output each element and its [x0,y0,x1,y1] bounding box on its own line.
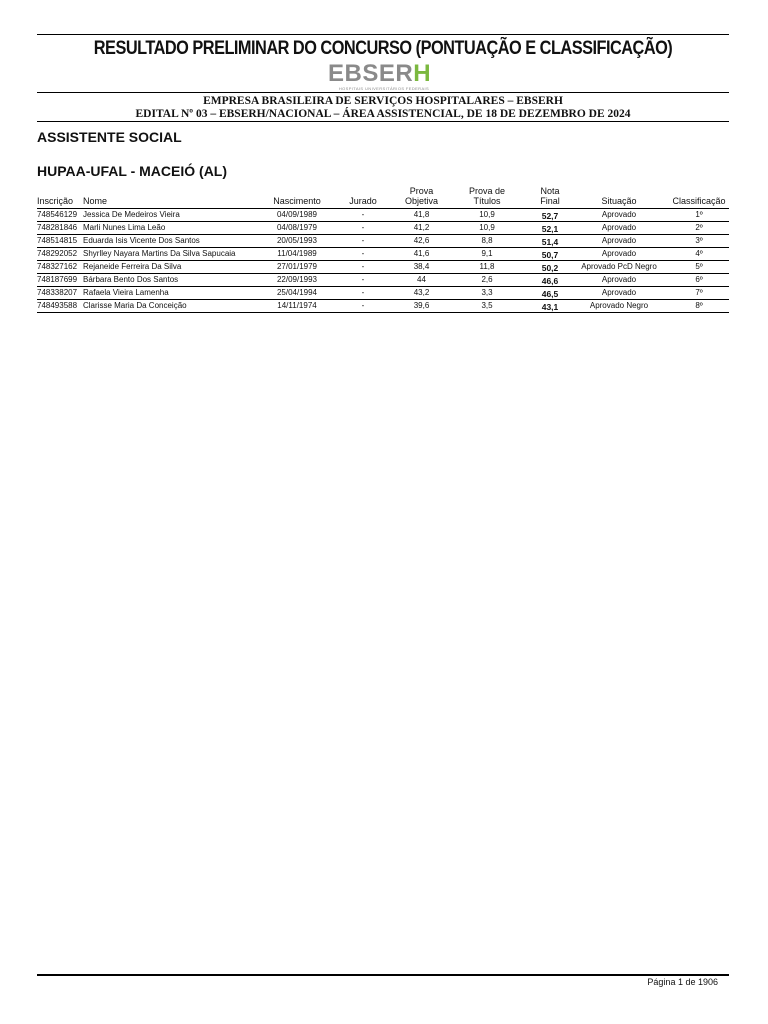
table-row [37,222,729,235]
cell-classificacao: 5º [695,262,703,271]
cell-inscricao: 748338207 [37,288,78,297]
cell-nota-final: 46,6 [541,276,559,286]
header-prova-objetiva-line1: Prova [409,186,434,196]
cell-titulos: 3,3 [481,288,493,297]
cell-titulos: 9,1 [481,249,493,258]
header-nota-final [529,186,571,206]
cell-nome: Clarisse Maria Da Conceição [83,301,187,310]
cell-nascimento: 27/01/1979 [276,262,318,271]
header-situacao: Situação [601,196,637,206]
cell-classificacao: 6º [695,275,703,284]
header-prova-titulos-line2: Títulos [473,196,501,206]
cell-nascimento: 20/05/1993 [276,236,318,245]
table-row [37,287,729,300]
cell-jurado: - [361,249,365,258]
header-prova-titulos [462,186,512,206]
subheader-rule [37,121,729,122]
cell-nome: Rejaneide Ferreira Da Silva [83,262,182,271]
cell-jurado: - [361,210,365,219]
cell-classificacao: 4º [695,249,703,258]
organization-name: EMPRESA BRASILEIRA DE SERVIÇOS HOSPITALARES – EBSERH [203,95,563,107]
cell-classificacao: 8º [695,301,703,310]
table-row [37,235,729,248]
page-number: Página 1 de 1906 [647,977,718,987]
cell-situacao: Aprovado PcD Negro [581,262,657,271]
cell-jurado: - [361,223,365,232]
footer-rule [37,974,729,976]
cell-titulos: 11,8 [479,262,495,271]
role-heading: ASSISTENTE SOCIAL [37,129,182,145]
cell-classificacao: 2º [695,223,703,232]
table-row [37,300,729,313]
cell-nome: Shyrlley Nayara Martins Da Silva Sapucaia [83,249,236,258]
cell-situacao: Aprovado [601,275,637,284]
cell-situacao: Aprovado [601,210,637,219]
results-table [37,184,729,313]
cell-jurado: - [361,262,365,271]
cell-objetiva: 41,6 [413,249,430,258]
cell-nota-final: 50,7 [541,250,559,260]
cell-objetiva: 44 [417,275,426,284]
cell-situacao: Aprovado [601,223,637,232]
table-header [37,184,729,209]
cell-titulos: 10,9 [479,223,495,232]
table-row [37,248,729,261]
cell-situacao: Aprovado Negro [589,301,649,310]
cell-situacao: Aprovado [601,236,637,245]
cell-titulos: 2,6 [481,275,493,284]
header-classificacao: Classificação [672,196,726,206]
cell-nascimento: 04/09/1989 [276,210,318,219]
cell-nota-final: 43,1 [541,302,559,312]
top-rule [37,34,729,35]
document-title: RESULTADO PRELIMINAR DO CONCURSO (PONTUAÇÃO E CLASSIFICAÇÃO) [93,38,673,59]
cell-nascimento: 25/04/1994 [276,288,318,297]
cell-inscricao: 748292052 [37,249,78,258]
cell-jurado: - [361,288,365,297]
cell-nascimento: 04/08/1979 [276,223,318,232]
header-nascimento: Nascimento [273,196,321,206]
cell-objetiva: 41,8 [413,210,430,219]
ebserh-logo [328,60,440,91]
logo-brand: EBSER [328,60,414,87]
cell-titulos: 3,5 [481,301,493,310]
header-nome: Nome [83,196,108,206]
logo-wordmark [328,60,440,87]
cell-objetiva: 41,2 [413,223,430,232]
cell-nome: Bárbara Bento Dos Santos [83,275,179,284]
cell-nota-final: 50,2 [541,263,559,273]
header-jurado: Jurado [349,196,377,206]
cell-nota-final: 52,7 [541,211,559,221]
cell-jurado: - [361,301,365,310]
cell-objetiva: 42,6 [413,236,430,245]
cell-nascimento: 11/04/1989 [277,249,317,258]
cell-classificacao: 3º [695,236,703,245]
cell-inscricao: 748514815 [37,236,78,245]
header-prova-objetiva-line2: Objetiva [404,196,439,206]
cell-titulos: 10,9 [479,210,495,219]
cell-objetiva: 39,6 [413,301,430,310]
cell-nome: Rafaela Vieira Lamenha [83,288,169,297]
cell-inscricao: 748187699 [37,275,78,284]
cell-nome: Jessica De Medeiros Vieira [83,210,180,219]
header-rule [37,92,729,93]
cell-inscricao: 748327162 [37,262,78,271]
cell-classificacao: 7º [695,288,703,297]
edital-line: EDITAL Nº 03 – EBSERH/NACIONAL – ÁREA ASSISTENCIAL, DE 18 DE DEZEMBRO DE 2024 [135,108,631,120]
cell-nascimento: 14/11/1974 [277,301,317,310]
cell-nota-final: 51,4 [541,237,559,247]
header-nota-final-line1: Nota [540,186,560,196]
cell-inscricao: 748546129 [37,210,78,219]
cell-jurado: - [361,275,365,284]
cell-objetiva: 38,4 [413,262,430,271]
cell-objetiva: 43,2 [413,288,430,297]
table-row [37,261,729,274]
logo-tagline: HOSPITAIS UNIVERSITÁRIOS FEDERAIS [338,86,430,91]
table-row [37,274,729,287]
logo-brand-h: H [413,60,432,87]
table-row [37,209,729,222]
cell-jurado: - [361,236,365,245]
cell-situacao: Aprovado [601,288,637,297]
cell-inscricao: 748493588 [37,301,78,310]
header-prova-objetiva [399,186,444,206]
cell-inscricao: 748281846 [37,223,78,232]
header-inscricao: Inscrição [37,196,74,206]
cell-nascimento: 22/09/1993 [276,275,318,284]
header-nota-final-line2: Final [540,196,560,206]
cell-situacao: Aprovado [601,249,637,258]
cell-classificacao: 1º [695,210,703,219]
unit-heading: HUPAA-UFAL - MACEIÓ (AL) [37,163,228,179]
cell-nota-final: 46,5 [541,289,559,299]
cell-titulos: 8,8 [481,236,493,245]
cell-nome: Eduarda Isis Vicente Dos Santos [83,236,200,245]
cell-nome: Marli Nunes Lima Leão [83,223,166,232]
header-prova-titulos-line1: Prova de [468,186,506,196]
cell-nota-final: 52,1 [541,224,559,234]
